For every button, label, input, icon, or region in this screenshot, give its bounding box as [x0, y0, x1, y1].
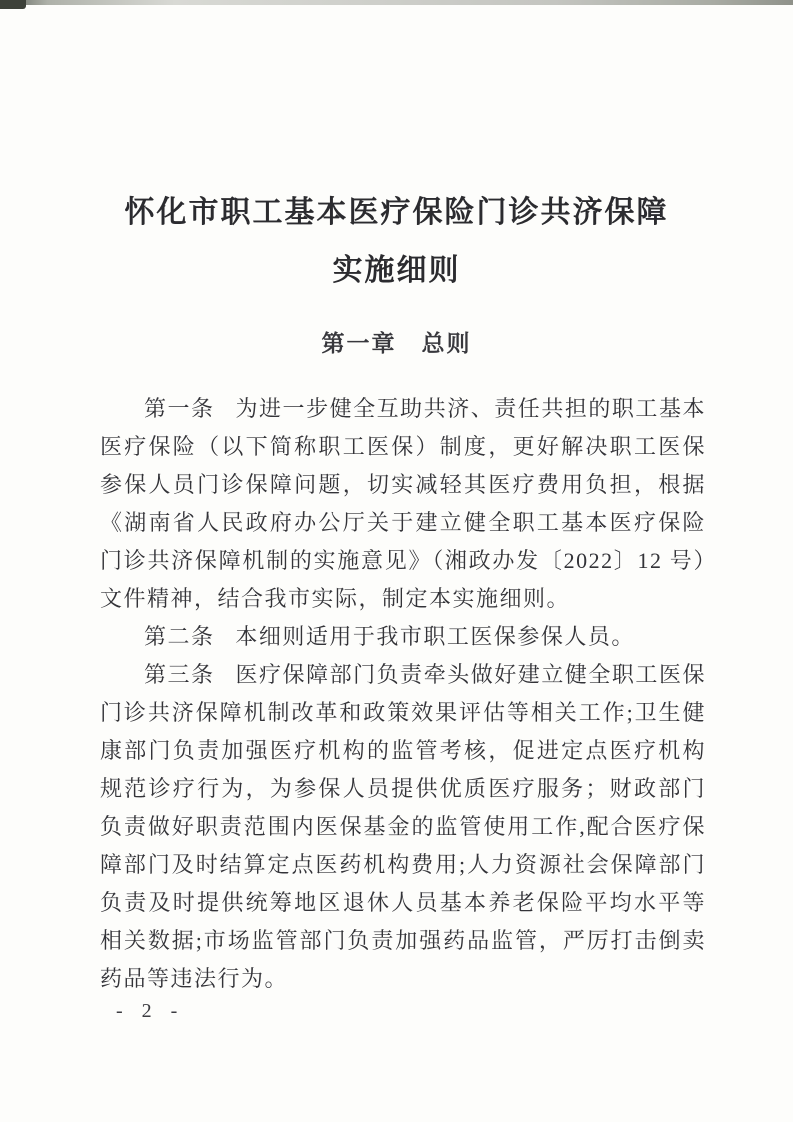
document-title-line2: 实施细则	[332, 254, 461, 287]
document-title-line1: 怀化市职工基本医疗保险门诊共济保障	[124, 196, 669, 229]
scan-corner-artifact	[0, 0, 26, 9]
scan-top-edge-artifact	[0, 0, 793, 5]
document-body	[100, 390, 706, 998]
article-3-label: 第三条	[144, 662, 215, 687]
document-title	[0, 184, 793, 300]
chapter-heading: 第一章 总则	[321, 330, 472, 356]
paragraph-article-2	[100, 618, 706, 656]
article-3-text: 医疗保障部门负责牵头做好建立健全职工医保门诊共济保障机制改革和政策效果评估等相关工作;卫生健康部门负责加强医疗机构的监管考核，促进定点医疗机构规范诊疗行为，为参保人员提供优质医疗服务；财政部门负责做好职责范围内医保基金的监管使用工作,配合医疗保障部门及时结算定点医药机构费用;人力资源社会保障部门负责及时提供统筹地区退休人员基本养老保险平均水平等相关数据;市场监管部门负责加强药品监管，严厉打击倒卖药品等违法行为。	[100, 662, 706, 991]
article-1-text: 为进一步健全互助共济、责任共担的职工基本医疗保险（以下简称职工医保）制度，更好解决职工医保参保人员门诊保障问题，切实减轻其医疗费用负担，根据《湖南省人民政府办公厅关于建立健全职工基本医疗保险门诊共济保障机制的实施意见》（湘政办发〔2022〕12 号）文件精神，结合我市实际，制定本实施细则。	[100, 396, 706, 611]
page-number: - 2 -	[116, 1000, 185, 1022]
paragraph-article-3	[100, 656, 706, 998]
paragraph-article-1	[100, 390, 706, 618]
article-2-label: 第二条	[144, 624, 215, 649]
article-2-text: 本细则适用于我市职工医保参保人员。	[235, 624, 635, 649]
article-1-label: 第一条	[144, 396, 215, 421]
